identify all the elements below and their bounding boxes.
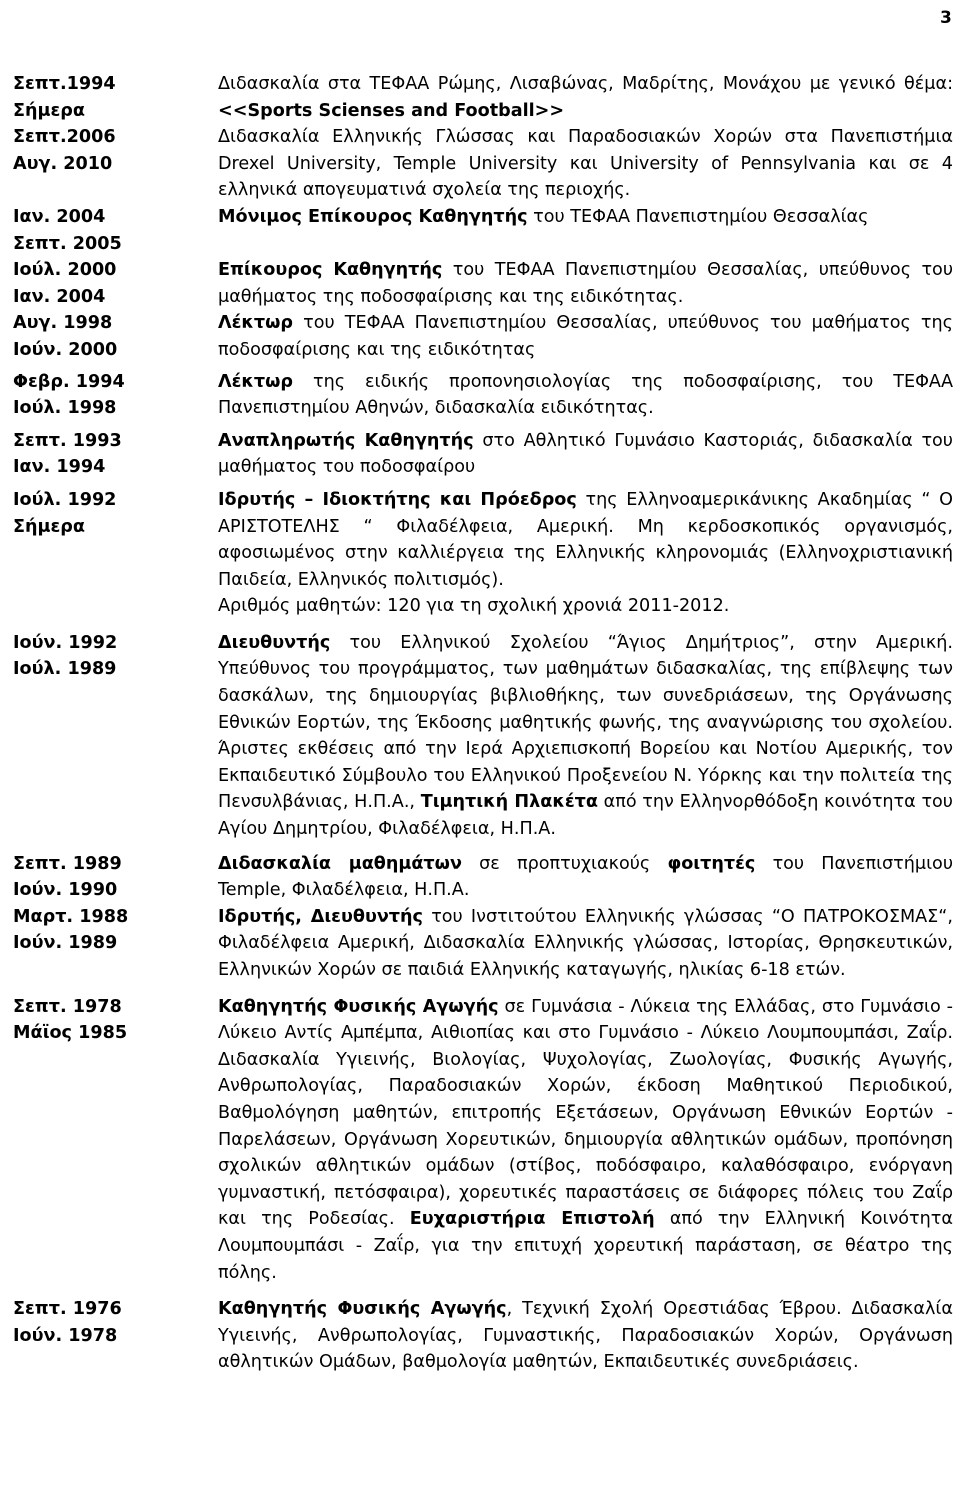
- career-entry: [13, 851, 953, 904]
- date-line: Ιούν. 1978: [13, 1325, 118, 1346]
- date-line: Ιαν. 2004: [13, 206, 106, 227]
- date-line: Ιούλ. 1992: [13, 489, 117, 510]
- date-line: Σεπτ. 1976: [13, 1299, 122, 1320]
- description-paragraph: [218, 487, 953, 593]
- career-entry: [13, 369, 953, 422]
- date-line: Ιούν. 1990: [13, 880, 118, 901]
- page-number: 3: [940, 8, 952, 28]
- date-line: Ιαν. 1994: [13, 457, 106, 478]
- entry-description: [218, 428, 953, 481]
- text-run-bold: Λέκτωρ: [218, 313, 294, 334]
- date-line: Φεβρ. 1994: [13, 371, 125, 392]
- description-paragraph: [218, 124, 953, 204]
- entry-dates: [13, 428, 218, 481]
- text-run: του Πανεπιστήμιου Temple, Φιλαδέλφεια, Η.Π.Α.: [218, 853, 954, 901]
- date-line: Αυγ. 2010: [13, 153, 113, 174]
- entry-dates: [13, 994, 218, 1047]
- text-run: σε προπτυχιακούς: [461, 853, 668, 874]
- text-run-bold: Μόνιμος Επίκουρος Καθηγητής: [218, 206, 528, 227]
- date-line: Μάϊος 1985: [13, 1023, 128, 1044]
- text-run: στο Αθλητικό Γυμνάσιο Καστοριάς, διδασκαλία του μαθήματος του ποδοσφαίρου: [218, 430, 953, 478]
- text-run-bold: Καθηγητής Φυσικής Αγωγής: [218, 1299, 507, 1320]
- career-entry: [13, 904, 953, 984]
- text-run: από την Ελληνική Κοινότητα Λουμπουμπάσι - Ζαΐρ, για την επιτυχή χορευτική παράσταση, σε θέατρο της πόλης.: [218, 1209, 953, 1283]
- text-run-bold: Ιδρυτής, Διευθυντής: [218, 906, 423, 927]
- date-line: Σεπτ. 2005: [13, 233, 122, 254]
- text-run-bold: Διδασκαλία μαθημάτων: [218, 853, 462, 874]
- text-run: από την Ελληνορθόδοξη κοινότητα του Αγίου Δημητρίου, Φιλαδέλφεια, Η.Π.Α.: [218, 792, 953, 840]
- entry-description: [218, 994, 953, 1287]
- text-run-bold: Τιμητική Πλακέτα: [420, 792, 598, 813]
- entry-dates: [13, 851, 218, 904]
- text-run-bold: Ευχαριστήρια Επιστολή: [409, 1209, 655, 1230]
- entry-description: [218, 487, 953, 620]
- career-entry: [13, 994, 953, 1287]
- text-run-bold: Επίκουρος Καθηγητής: [218, 260, 443, 281]
- text-run: σε Γυμνάσια - Λύκεια της Ελλάδας, στο Γυμνάσιο - Λύκειο Αντίς Αμπέμπα, Αιθιοπίας και στο Γυμνάσιο - Λύκειο Λουμπουμπάσι, Ζαΐρ. Διδασκαλία Υγιεινής, Βιολογίας, Ψυχολογίας, Ζωολογίας, Φυσικής Αγωγής, Ανθρωπολογίας, Παραδοσιακών Χορών, έκδοση Μαθητικού Περιοδικού, Βαθμολόγηση μαθητών, επιτρ: [218, 996, 953, 1123]
- date-line: Ιούλ. 2000: [13, 260, 117, 281]
- text-run: Διδασκαλία Ελληνικής Γλώσσας και Παραδοσιακών Χορών στα Πανεπιστήμια Drexel University, Temple University και University of Pennsylvania και σε 4 ελληνικά απογευματινά σχολεία της περιοχής.: [218, 127, 953, 201]
- date-line: Ιαν. 2004: [13, 286, 106, 307]
- career-entry: [13, 71, 953, 204]
- text-run-bold: φοιτητές: [667, 853, 756, 874]
- text-run: του ΤΕΦΑΑ Πανεπιστημίου Θεσσαλίας, υπεύθυνος του μαθήματος της ποδοσφαίρισης και της ειδικότητας.: [218, 260, 953, 307]
- career-entry: [13, 310, 953, 363]
- student-count: Αριθμός μαθητών: 120 για τη σχολική χρονιά 2011-2012.: [218, 596, 730, 617]
- text-run-bold: <<Sports Scienses and Football>>: [218, 100, 565, 121]
- entry-description: [218, 71, 953, 204]
- entry-dates: [13, 487, 218, 540]
- date-line: Ιούλ. 1989: [13, 659, 117, 680]
- career-entry: [13, 487, 953, 620]
- date-line: Σεπτ. 1978: [13, 996, 122, 1017]
- date-line: Αυγ. 1998: [13, 313, 113, 334]
- date-line: Ιούλ. 1998: [13, 398, 117, 419]
- entry-dates: [13, 904, 218, 957]
- cv-career-list: [13, 71, 953, 1376]
- career-entry: [13, 630, 953, 843]
- date-line: Σήμερα: [13, 100, 85, 121]
- career-entry: [13, 428, 953, 481]
- text-run: του ΤΕΦΑΑ Πανεπιστημίου Θεσσαλίας: [527, 206, 869, 227]
- text-run-bold: Λέκτωρ: [218, 371, 294, 392]
- date-line: Σεπτ.2006: [13, 127, 116, 148]
- entry-description: [218, 310, 953, 363]
- date-line: Ιούν. 1989: [13, 933, 118, 954]
- text-run: Διδασκαλία στα ΤΕΦΑΑ Ρώμης, Λισαβώνας, Μαδρίτης, Μονάχου με γενικό θέμα:: [218, 74, 953, 94]
- date-line: Σεπτ.1994: [13, 74, 116, 94]
- description-paragraph: [218, 71, 953, 124]
- career-entry: [13, 1296, 953, 1376]
- text-run: , Τεχνική Σχολή Ορεστιάδας Έβρου. Διδασκαλία Υγιεινής, Ανθρωπολογίας, Γυμναστικής, Παραδοσιακών Χορών, Οργάνωση αθλητικών Ομάδων, βαθμολογία μαθητών, Εκπαιδευτικές συνεδριάσεις.: [218, 1299, 953, 1373]
- entry-description: [218, 851, 953, 904]
- career-entry: [13, 204, 953, 257]
- entry-description: [218, 204, 953, 231]
- date-line: Σήμερα: [13, 516, 85, 537]
- date-line: Μαρτ. 1988: [13, 906, 129, 927]
- date-line: Ιούν. 1992: [13, 632, 118, 653]
- career-entry: [13, 257, 953, 310]
- entry-dates: [13, 71, 218, 177]
- entry-dates: [13, 369, 218, 422]
- text-run: του Ελληνικού Σχολείου “Άγιος Δημήτριος”, στην Αμερική. Υπεύθυνος του προγράμματος, των μαθημάτων διδασκαλίας, της επίβλεψης των δασκάλων, της δημιουργίας βιβλιοθήκης, των συνεδριάσεων, της Οργάνωσης Εθνικών Εορτών, της Έκδοσης μαθητικής φωνής, της αναγνώρισης του σχολείου. Άριστες εκθέσεις από την Ιερά Αρχιεπισκοπή Βορείου και Νοτίου Αμερικής, τον Εκπαιδευτικό Σύμβουλο του Ελληνικού Προξενείου Ν. Υόρκης και την πολιτεία της Πενσυλβάνιας, Η.Π.Α.,: [218, 632, 953, 813]
- date-line: Σεπτ. 1989: [13, 853, 122, 874]
- entry-description: [218, 1296, 953, 1376]
- entry-dates: [13, 310, 218, 363]
- text-run: της ειδικής προπονησιολογίας της ποδοσφαίρισης, του ΤΕΦΑΑ Πανεπιστημίου Αθηνών, διδασκαλία ειδικότητας.: [218, 371, 953, 419]
- text-run-bold: Καθηγητής Φυσικής Αγωγής: [218, 996, 499, 1017]
- text-run-bold: Διευθυντής: [218, 632, 331, 653]
- text-run: του Ινστιτούτου Ελληνικής γλώσσας “Ο ΠΑΤΡΟΚΟΣΜΑΣ“, Φιλαδέλφεια Αμερική, Διδασκαλία Ελληνικής γλώσσας, Ιστορίας, Θρησκευτικών, Ελληνικών Χορών σε παιδιά Ελληνικής καταγωγής, ηλικίας 6-18 ετών.: [218, 906, 953, 980]
- entry-dates: [13, 1296, 218, 1349]
- date-line: Σεπτ. 1993: [13, 430, 122, 451]
- text-run-bold: Αναπληρωτής Καθηγητής: [218, 430, 474, 451]
- entry-description: [218, 904, 953, 984]
- entry-description: [218, 369, 953, 422]
- text-run-bold: Ιδρυτής – Ιδιοκτήτης και Πρόεδρος: [218, 489, 577, 510]
- entry-description: [218, 630, 953, 843]
- text-run: οπής Εξετάσεων, Οργάνωση Εθνικών Εορτών - Παρελάσεων, Οργάνωση Χορευτικών, δημιουργία αθλητικών ομάδων, προπόνηση σχολικών αθλητικών ομάδων (στίβος, ποδόσφαιρο, καλαθόσφαιρο, ενόργανη γυμναστική, πετόσφαιρα), χορευτικές παραστάσεις σε διάφορες πόλεις του Ζαΐρ και της Ροδεσίας.: [218, 1102, 953, 1230]
- date-line: Ιούν. 2000: [13, 339, 118, 360]
- entry-description: [218, 257, 953, 310]
- entry-dates: [13, 257, 218, 310]
- text-run: της Ελληνοαμερικάνικης Ακαδημίας “ Ο ΑΡΙΣΤΟΤΕΛΗΣ “ Φιλαδέλφεια, Αμερική. Μη κερδοσκοπικός οργανισμός, αφοσιωμένος στην καλλιέργεια της Ελληνικής κληρονομιάς (Ελληνοχριστιανική Παιδεία, Ελληνικός πολιτισμός).: [218, 489, 953, 590]
- text-run: του ΤΕΦΑΑ Πανεπιστημίου Θεσσαλίας, υπεύθυνος του μαθήματος της ποδοσφαίρισης και της ειδικότητας: [218, 313, 953, 360]
- entry-dates: [13, 630, 218, 683]
- entry-dates: [13, 204, 218, 257]
